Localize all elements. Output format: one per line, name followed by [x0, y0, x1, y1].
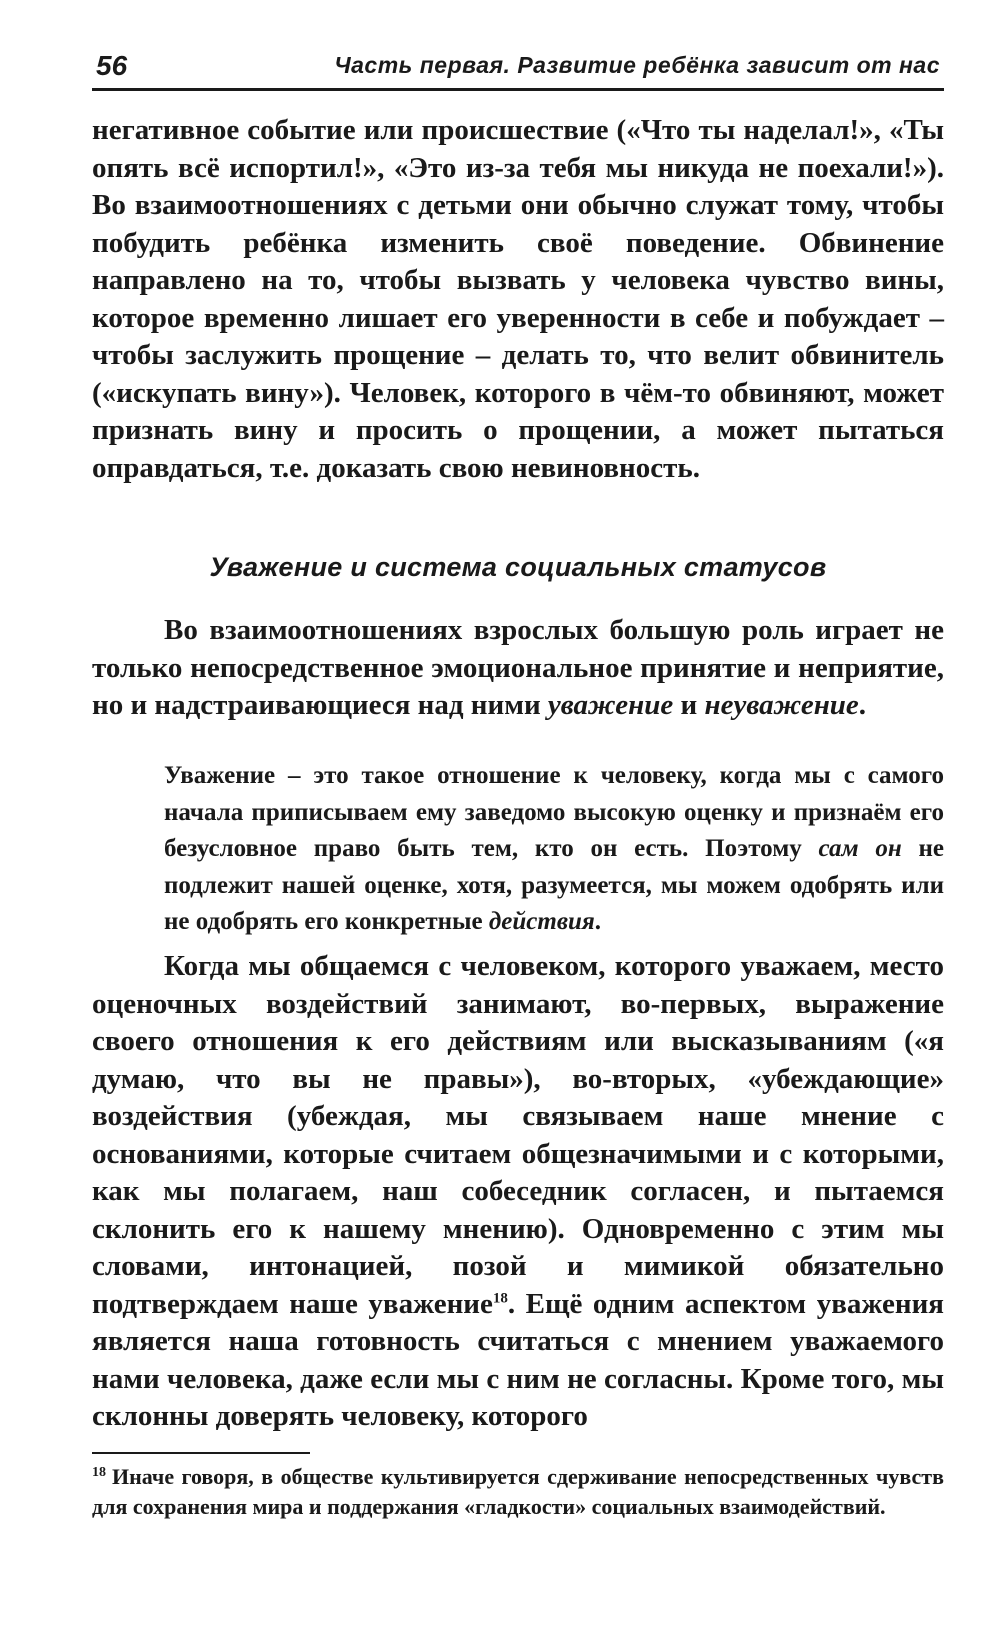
paragraph-text-2: . Ещё одним аспектом уважения является наша готовность считаться с мнением уважаемого нами человека, даже если мы с ним не согласны. Кроме того, мы склонны доверять человеку, которого [92, 1287, 945, 1432]
paragraph-communication [92, 948, 944, 1436]
footnote [92, 1462, 944, 1522]
footnote-number: 18 [92, 1464, 106, 1480]
term-disrespect: неуважение [704, 689, 859, 721]
footnote-text: Иначе говоря, в обществе культивируется сдерживание непосредственных чувств для сохранения мира и поддержания «гладкости» социальных взаимодействий. [92, 1464, 944, 1519]
section-heading: Уважение и система социальных статусов [209, 552, 827, 582]
definition-italic-1: сам он [818, 835, 902, 862]
paragraph-respect-intro [92, 612, 944, 725]
paragraph-text-1: Когда мы общаемся с человеком, которого уважаем, место оценочных воздействий занимают, во-первых, выражение своего отношения к его действиям или высказываниям («я думаю, что вы не правы»), во-вторых, «убеждающие» воздействия (убеждая, мы связываем наше мнение с основаниями, которые считаем общезначимыми и с которыми, как мы полагаем, наш собеседник согласен, и пытаемся склонить его к нашему мнению). Одновременно с этим мы словами, интонацией, позой и мимикой обязательно подтверждаем наше уважение [92, 950, 944, 1320]
page-number: 56 [96, 50, 128, 81]
footnote-divider [92, 1452, 310, 1454]
running-title: Часть первая. Развитие ребёнка зависит от нас [334, 52, 940, 78]
paragraph-lead-text: Во взаимоотношениях взрослых большую роль играет не только непосредственное эмоциональное принятие и неприятие, но и надстраивающиеся над ними [92, 614, 944, 721]
definition-end: . [594, 908, 602, 935]
definition-text-1: Уважение – это такое отношение к человеку, когда мы с самого начала приписываем ему заведомо высокую оценку и признаём его безусловное право быть тем, кто он есть. Поэтому [164, 762, 944, 862]
definition-italic-2: действия [488, 908, 595, 935]
sentence-end: . [858, 689, 867, 721]
footnote-reference[interactable]: 18 [492, 1289, 508, 1306]
conjunction: и [680, 689, 698, 721]
paragraph-continuation: негативное событие или происшествие («Что ты наделал!», «Ты опять всё испортил!», «Это из-за тебя мы никуда не поехали!»). Во взаимоотношениях с детьми они обычно служат тому, чтобы побудить ребёнка изменить своё поведение. Обвинение направлено на то, чтобы вызвать у человека чувство вины, которое временно лишает его уверенности в себе и побуждает – чтобы заслужить прощение – делать то, что велит обвинитель («искупать вину»). Человек, которого в чём-то обвиняют, может признать вину и просить о прощении, а может пытаться оправдаться, т.е. доказать свою невиновность. [92, 114, 944, 484]
page-header [92, 44, 944, 91]
definition-text-2: не подлежит нашей оценке, хотя, разумеется, мы можем одобрять или не одобрять его конкретные [164, 835, 944, 935]
definition-block [164, 758, 944, 941]
term-respect: уважение [547, 689, 674, 721]
